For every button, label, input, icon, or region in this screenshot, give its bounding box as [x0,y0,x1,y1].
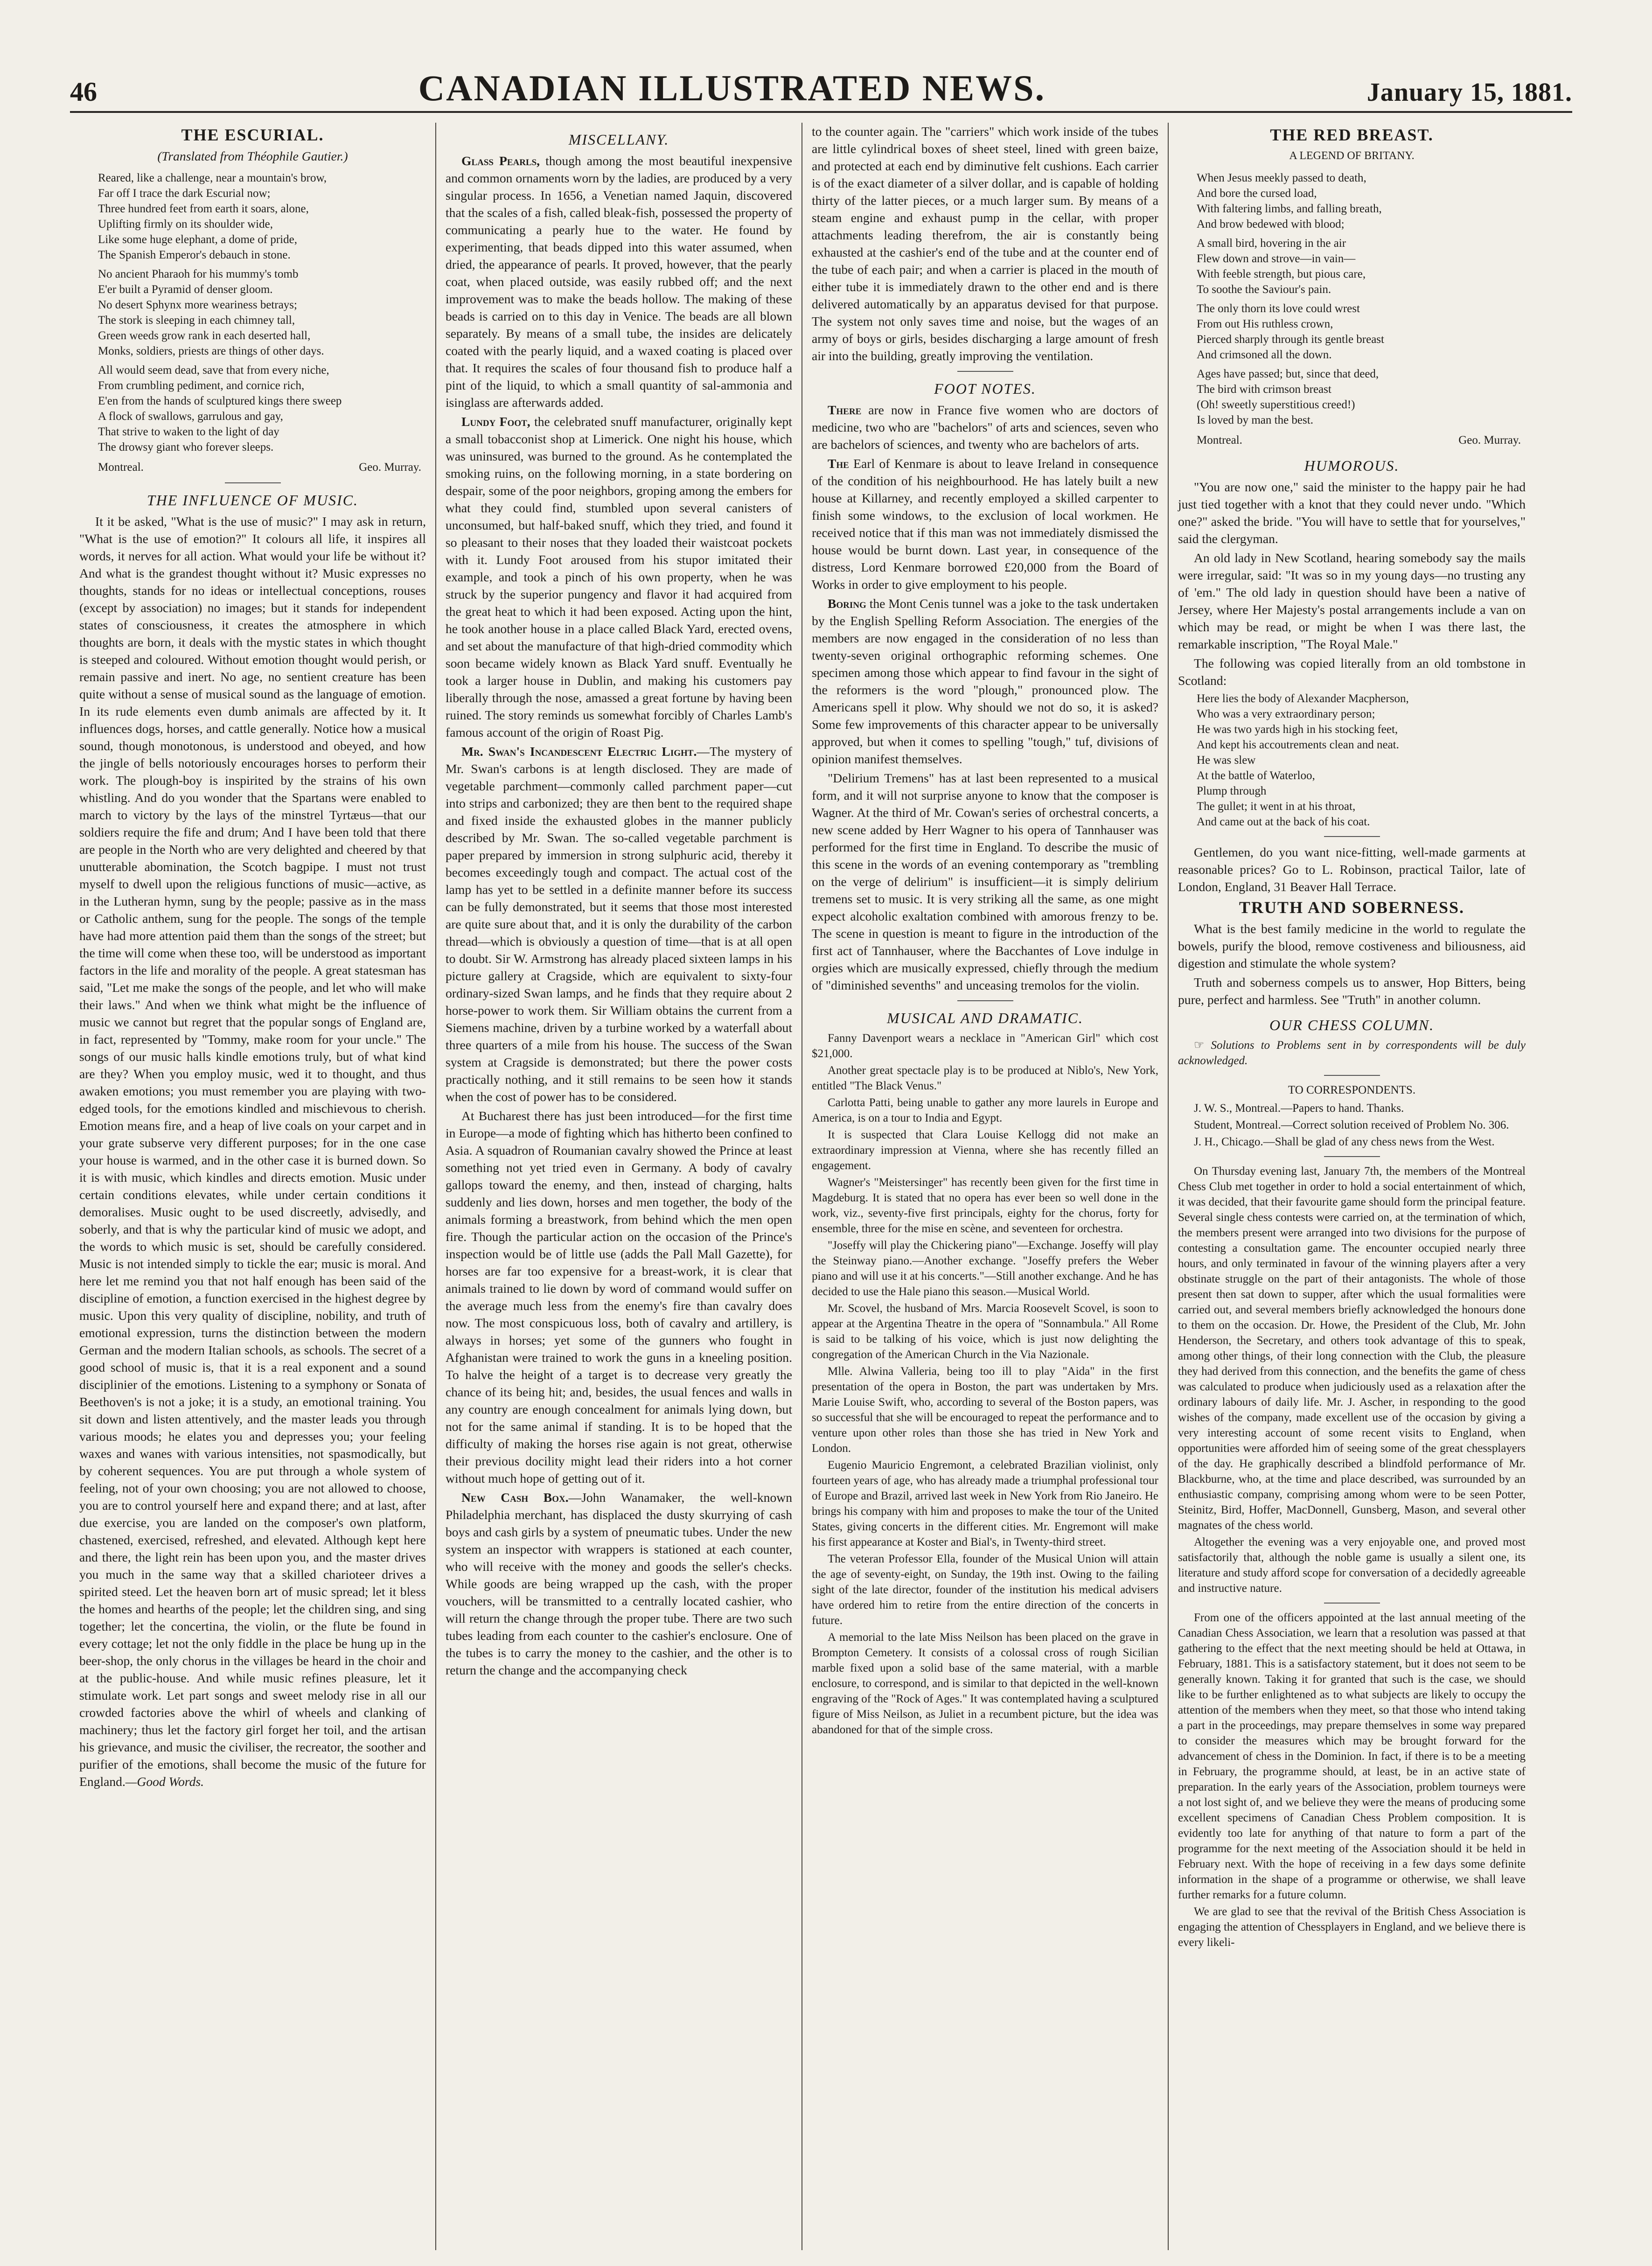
article-paragraph: to the counter again. The "carriers" which work inside of the tubes are little cylindrical boxes of sheet steel, lined with green baize, and protected at each end by diminutive felt cushions. Each carrier is of the exact diameter of a silver dollar, and is capable of holding thirty of the latter pieces, or a much larger sum. By means of a steam engine and exhaust pump in the cellar, with proper attachments leading therefrom, the air is constantly being exhausted at the cashier's end of the tube and at the counter end of the tube of each pair; and when a carrier is placed in the mouth of either tube it is immediately drawn to the other end and is there delivered automatically by an apparatus devised for that purpose. The system not only saves time and noise, but the wages of an army of boys or girls, besides discharging a large amount of fresh air into the building, greatly improving the ventilation. [812,124,1158,363]
note-paragraph: A memorial to the late Miss Neilson has been placed on the grave in Brompton Cemetery. It consists of a colossal cross of rough Sicilian marble fixed upon a solid base of the same material, with a marble enclosure, to correspond, and is similar to that depicted in the well-known engraving of the "Rock of Ages." It was contemplated having a sculptured figure of Miss Neilson, as Juliet in a recumbent picture, but the idea was abandoned for that of the simple cross. [812,1631,1158,1736]
note-paragraph: J. W. S., Montreal.—Papers to hand. Thanks. [1194,1102,1404,1115]
advertisement: Truth and soberness compels us to answer, Hop Bitters, being pure, perfect and harmless. See "Truth" in another column. [1178,975,1526,1007]
column-1 [70,123,436,2250]
advertisement: Gentlemen, do you want nice-fitting, well-made garments at reasonable prices? Go to L. Robinson, practical Tailor, late of London, England, 31 Beaver Hall Terrace. [1178,845,1526,894]
newspaper-page [70,60,1572,2252]
column-4 [1169,123,1535,2250]
poem-title: THE RED BREAST. [1270,126,1434,144]
divider [957,1000,1013,1001]
note-paragraph: Student, Montreal.—Correct solution received of Problem No. 306. [1194,1119,1509,1131]
run-in-head: Glass Pearls, [461,153,540,168]
divider [1324,1603,1380,1604]
issue-date: January 15, 1881. [1366,78,1572,107]
column-3 [802,123,1169,2250]
note-paragraph: J. H., Chicago.—Shall be glad of any chess news from the West. [1194,1136,1495,1148]
note-paragraph: Another great spectacle play is to be produced at Niblo's, New York, entitled "The Black Venus." [812,1064,1158,1092]
article-paragraph: Mr. Swan's Incandescent Electric Light.—The mystery of Mr. Swan's carbons is at length disclosed. They are made of vegetable parchment—commonly called parchment paper—cut into strips and carbonized; they are then bent to the required shape and fixed inside the exhausted globes in the manner publicly described by Mr. Swan. The so-called vegetable parchment is paper prepared by immersion in strong sulphuric acid, thereby it becomes exceedingly tough and compact. The actual cost of the lamp has yet to be settled in a definite manner before its success can be fully demonstrated, but it seems that those most interested are quite sure about that, and it is only the durability of the carbon thread—which is obviously a question of time—that is at all open to doubt. Sir W. Armstrong has already placed sixteen lamps in his picture gallery at Cragside, which are equivalent to sixty-four ordinary-sized Swan lamps, and he finds that they require about 2 horse-power to work them. Sir William obtains the current from a Siemens machine, driven by a turbine worked by a waterfall about three quarters of a mile from his house. The success of the Swan system at Cragside is demonstrated; but there the power costs practically nothing, and it still remains to be seen how it stands when the cost of power has to be considered. [446,744,792,1104]
epitaph: Here lies the body of Alexander Macpherson, Who was a very extraordinary person; He was two yards high in his stocking feet, And kept his accoutrements clean and neat. He was slew At the battle of Waterloo, Plump through The gullet; it went in at his throat, And came out at the back of his coat. [1197,692,1409,828]
poem-author: Geo. Murray. [359,461,421,474]
poem-stanza: When Jesus meekly passed to death, And bore the cursed load, With faltering limbs, and falling breath, And brow bedewed with blood; [1197,172,1382,230]
note-paragraph: "Joseffy will play the Chickering piano"—Exchange. Joseffy will play the Steinway piano.—Another exchange. "Joseffy prefers the Weber piano and will use it at his concerts."—Still another exchange. And he has decided to use the Hale piano this season.—Musical World. [812,1239,1158,1298]
run-in-head: Lundy Foot, [461,414,530,429]
divider [957,371,1013,372]
note-paragraph: There are now in France five women who are doctors of medicine, two who are "bachelors" of arts and sciences, seven who are bachelors of sciences, and twenty who are bachelors of arts. [812,403,1158,452]
note-paragraph: Carlotta Patti, being unable to gather any more laurels in Europe and America, is on a tour to India and Egypt. [812,1096,1158,1124]
music-notes [812,1031,1158,1737]
poem-place: Montreal. [1197,434,1242,446]
section-title: FOOT NOTES. [934,380,1036,397]
poem-stanza: No ancient Pharaoh for his mummy's tomb E'er built a Pyramid of denser gloom. No desert Sphynx more weariness betrays; The stork is sleeping in each chimney tall, Green weeds grow rank in each deserted hall, Monks, soldiers, priests are things of other days. [98,268,324,357]
paper-title: CANADIAN ILLUSTRATED NEWS. [418,68,1046,108]
note-paragraph: It is suspected that Clara Louise Kellogg did not make an extraordinary impression at Vienna, where she has recently filled an engagement. [812,1129,1158,1172]
poem-stanza: Ages have passed; but, since that deed, The bird with crimson breast (Oh! sweetly superstitious creed!) Is loved by man the best. [1197,368,1379,426]
note-paragraph: An old lady in New Scotland, hearing somebody say the mails were irregular, said: "It was so in my young days—no trusting any of 'em." The old lady in question should have been a native of Jersey, where Her Majesty's postal arrangements include a van on which may be read, or might be when I was there last, the remarkable inscription, "The Royal Male." [1178,551,1526,651]
note-paragraph: The veteran Professor Ella, founder of the Musical Union will attain the age of seventy-eight, on Sunday, the 19th inst. Owing to the failing sight of the late director, founder of the institution his medical advisers have ordered him to retire from the entire direction of the concerts in future. [812,1553,1158,1627]
article-source: —Good Words. [125,1774,204,1789]
divider [1324,1156,1380,1157]
note-paragraph: "Delirium Tremens" has at last been represented to a musical form, and it will not surprise anyone to know that the composer is Wagner. At the third of Mr. Cowan's series of orchestral concerts, a new scene added by Herr Wagner to his opera of Tannhauser was performed for the first time in England. To describe the music of this scene in the words of an evening contemporary as "trembling on the verge of delirium" is insufficient—it is simply delirium tremens set to music. It is very striking all the same, as one might expect alcoholic exaltation combined with amorous frenzy to be. The scene in question is meant to figure in the introduction of the first act of Tannhauser, where the Bacchantes of Love indulge in orgies which are musically expressed, chiefly through the medium of "diminished sevenths" and unceasing tremolos for the violin. [812,771,1158,992]
poem-subtitle: A LEGEND OF BRITANY. [1289,150,1415,162]
note-paragraph: Altogether the evening was a very enjoyable one, and proved most satisfactorily that, although the noble game is usually a silent one, its literature and study afford scope for conversation of a decidedly agreeable and instructive nature. [1178,1536,1526,1595]
column-2 [436,123,802,2250]
section-title: MUSICAL AND DRAMATIC. [887,1010,1083,1026]
poem-signature [98,459,421,476]
poem-stanza: A small bird, hovering in the air Flew down and strove—in vain— With feeble strength, but pious care, To soothe the Saviour's pain. [1197,237,1366,296]
divider [225,482,281,483]
poem-stanza: Reared, like a challenge, near a mountain's brow, Far off I trace the dark Escurial now; Three hundred feet from earth it soars, alone, Uplifting firmly on its shoulder wide, Like some huge elephant, a dome of pride, The Spanish Emperor's debauch in stone. [98,172,327,261]
note-paragraph: Wagner's "Meistersinger" has recently been given for the first time in Magdeburg. It is stated that no opera has ever been so well done in the work, viz., seventy-five first principals, eighty for the chorus, forty for ensemble, three for the mise en scène, and seventeen for orchestra. [812,1176,1158,1235]
note-paragraph: We are glad to see that the revival of the British Chess Association is engaging the attention of Chessplayers in England, and we believe there is every likeli- [1178,1905,1526,1949]
note-paragraph: The following was copied literally from an old tombstone in Scotland: [1178,656,1526,688]
run-in-head: Mr. Swan's Incandescent Electric Light. [461,744,697,759]
chess-note: ☞ Solutions to Problems sent in by correspondents will be duly acknowledged. [1178,1039,1526,1067]
pointing-hand-icon: ☞ [1194,1039,1211,1052]
section-title: OUR CHESS COLUMN. [1269,1017,1435,1033]
poem-place: Montreal. [98,461,144,474]
divider [1324,836,1380,837]
columns [70,123,1572,2250]
note-paragraph: Fanny Davenport wears a necklace in "American Girl" which cost $21,000. [812,1032,1158,1060]
poem-title: THE ESCURIAL. [181,126,324,144]
page-number: 46 [70,77,97,107]
note-paragraph: Mr. Scovel, the husband of Mrs. Marcia Roosevelt Scovel, is soon to appear at the Argentina Theatre in the opera of "Sonnambula." All Rome is said to be talking of his voice, which is just now delighting the congregation of the American Church in the Via Nazionale. [812,1302,1158,1361]
article-paragraph: Glass Pearls, though among the most beautiful inexpensive and common ornaments worn by the ladies, are produced by a very singular process. In 1656, a Venetian named Jaquin, discovered that the scales of a fish, called bleak-fish, possessed the property of communicating a pearly hue to the water. He found by experimenting, that beads dipped into this water assumed, when dried, the appearance of pearls. It proved, however, that the pearly coat, when placed outside, was easily rubbed off; and the next improvement was to make the beads hollow. The making of these beads is carried on to this day in Venice. The beads are all blown separately. By means of a small tube, the insides are delicately coated with the pearly liquid, and a waxed coating is placed over that. It requires the scales of four thousand fish to produce half a pint of the liquid, to which a small quantity of sal-ammonia and isinglass are afterwards added. [446,153,793,410]
note-paragraph: Mlle. Alwina Valleria, being too ill to play "Aida" in the first presentation of the opera in Boston, the part was undertaken by Mrs. Marie Louise Swift, who, according to several of the Boston papers, was so successful that she will be encouraged to repeat the performance and to venture upon other roles than those she has tried in New York and London. [812,1365,1158,1455]
poem-author: Geo. Murray. [1458,434,1521,446]
poem-subtitle: (Translated from Théophile Gautier.) [157,149,348,163]
article-paragraph: At Bucharest there has just been introduced—for the first time in Europe—a mode of fighting which has hitherto been confined to Asia. A squadron of Roumanian cavalry showed the Prince at least something not yet tried even in Germany. A body of cavalry gallops toward the enemy, and then, instead of charging, halts suddenly and lies down, horses and men together, the body of the animals forming a breastwork, from behind which the men open fire. Though the particular action on the occasion of the Prince's inspection would be of little use (adds the Pall Mall Gazette), for horses are far too expensive for a breast-work, it is clear that animals trained to lie down by word of command would suffer on the average much less from the enemy's fire than cavalry does now. The most conspicuous loss, both of cavalry and artillery, is always in horses; yet some of the gunners who fought in Afghanistan were trained to work the guns in a kneeling position. To halve the height of a target is to decrease very greatly the chance of its being hit; and, besides, the usual fences and walls in any country are enough concealment for animals lying down, but not for the same animal if standing. It is to be hoped that the difficulty of making the horses rise again is not great, otherwise their previous docility might lead their riders into a hot corner without much hope of getting out of it. [446,1109,792,1485]
article-title: THE INFLUENCE OF MUSIC. [146,492,359,509]
note-paragraph: "You are now one," said the minister to the happy pair he had just tied together with a knot that they could never undo. "Which one?" asked the bride. "You will have to settle that for yourselves," said the clergyman. [1178,480,1526,546]
advertisement: What is the best family medicine in the world to regulate the bowels, purify the blood, remove costiveness and biliousness, aid digestion and stimulate the whole system? [1178,921,1526,970]
note-paragraph: On Thursday evening last, January 7th, the members of the Montreal Chess Club met together in order to hold a social entertainment of which, it was decided, that their favourite game should form the principal feature. Several single chess contests were carried on, at the termination of which, the members present were arranged into two divisions for the purpose of contesting a consultation game. The encounter occupied nearly three hours, and only terminated in favour of the winning players after a very obstinate struggle on the part of their antagonists. The whole of those present then sat down to supper, after which the usual formalities were carried out, and several members briefly acknowledged the honours done to them on the occasion. Dr. Howe, the President of the Club, Mr. John Henderson, the Secretary, and others took advantage of this to speak, among other things, of their long connection with the Club, the pleasure they had derived from this connection, and the benefits the game of chess was calculated to produce when judiciously used as a relaxation after the ordinary labours of daily life. Mr. J. Ascher, in responding to the good wishes of the company, made excellent use of the occasion by giving a very interesting account of some recent visits to England, when opportunities were afforded him of seeing some of the great chessplayers of the day. He graphically described a blindfold performance of Mr. Blackburne, who, at the time and place described, was surrounded by an enthusiastic company, comprising among whom were to be seen Potter, Steinitz, Bird, Hoffer, MacDonnell, Gunsberg, Mason, and several other magnates of the chess world. [1178,1165,1526,1532]
note-paragraph: Boring the Mont Cenis tunnel was a joke to the task undertaken by the English Spelling Reform Association. The energies of the members are now engaged in the consideration of no less than twenty-seven original orthographic reforming schemes. One specimen among those which appear to find favour in the sight of the reformers is the word "plough," pronounced plow. The Americans spell it plow. Why should we not do so, it is asked? Some few improvements of this character appear to be universally approved, but when it comes to spelling "tough," tuf, divisions of opinion manifest themselves. [812,596,1158,766]
chess-column [1178,1038,1526,1950]
section-title: TRUTH AND SOBERNESS. [1239,898,1465,917]
masthead [70,60,1572,113]
poem-stanza: The only thorn its love could wrest From out His ruthless crown, Pierced sharply through its gentle breast And crimsoned all the down. [1197,302,1384,361]
article-paragraph: Lundy Foot, the celebrated snuff manufacturer, originally kept a small tobacconist shop at Limerick. One night his house, which was uninsured, was burned to the ground. As he contemplated the smoking ruins, on the following morning, in a state bordering on despair, some of the poor neighbors, groping among the embers for what they could find, stumbled upon several canisters of unconsumed, but half-baked snuff, which they tried, and found it so pleasant to their noses that they loaded their waistcoat pockets with it. Lundy Foot aroused from his stupor imitated their example, and took a pinch of his own property, when he was struck by the superior pungency and flavor it had acquired from the great heat to which it had been exposed. Acting upon the hint, he took another house in a place called Black Yard, erected ovens, and set about the manufacture of that high-dried commodity which soon became widely known as Black Yard snuff. Eventually he took a larger house in Dublin, and making his customers pay liberally through the nose, amassed a great fortune by having been ruined. The story reminds us somewhat forcibly of Charles Lamb's famous account of the origin of Roast Pig. [446,414,792,739]
section-title: MISCELLANY. [568,131,669,148]
section-title: HUMOROUS. [1304,457,1400,474]
poem-signature [1197,432,1521,449]
article-paragraph: New Cash Box.—John Wanamaker, the well-known Philadelphia merchant, has displaced the dusty skurrying of cash boys and cash girls by a system of pneumatic tubes. Under the new system an inspector with wrappers is stationed at each counter, who will receive with the money and goods the seller's checks. While goods are being wrapped up the cash, with the proper vouchers, will be transmitted to a centrally located cashier, who will return the change through the proper tube. There are two such tubes leading from each counter to the cashier's enclosure. One of the tubes is to carry the money to the cashier, and the other is to return the change and the accompanying check [446,1490,792,1677]
article-paragraph: It it be asked, "What is the use of music?" I may ask in return, "What is the use of emotion?" It colours all life, it inspires all words, it nerves for all action. What would your life be without it? And what is the grandest thought without it? Music expresses no thoughts, stands for no ideas or intellectual conceptions, rouses (except by association) no images; but it stands for independent states of consciousness, it creates the atmosphere in which thoughts are born, it deals with the mystic states in which thought is steeped and coloured. Without emotion thought would perish, or remain passive and inert. No age, no sentient creature has been quite without a sense of musical sound as the language of emotion. In its rude elements even dumb animals are affected by it. It influences dogs, horses, and cattle generally. Notice how a musical sound, though monotonous, is understood and obeyed, and how the jingle of bells notoriously encourages horses to perform their work. The plough-boy is inspirited by the strains of his own whistling. And do you wonder that the Spartans were enabled to march to victory by the lays of the minstrel Tyrtæus—that our soldiers require the fife and drum; And I have been told that there are people in the North who are very delighted and cheered by that unutterable abomination, the Scotch bagpipe. I must not trust myself to dwell upon the religious functions of music—active, as in the Lutheran hymn, sung by the people; passive as in the mass or Catholic anthem, sung for the people. The songs of the temple have had more attention paid them than the songs of the street; but the time will come when these too, will be understood as important factors in the life and morality of the people. A great statesman has said, "Let me make the songs of the people, and let who will make their laws." And when we think what might be the influence of music we cannot but regret that the popular songs of England are, in fact, represented by "Tommy, make room for your uncle." The songs of our music halls kindle emotions truly, but of what kind are they? When you employ music, wed it to thought, and thus awaken emotions; you must remember you are playing with two-edged tools, for the emotions kindled and mischievous to cherish. Emotion means fire, and a heap of live coals on your carpet and in your grate subserve very different purposes; for in the one case your house is warmed, and in the other case it is burned down. So it is with music, which kindles and directs emotion. Music under certain conditions elevates, while under certain conditions it demoralises. Music ought to be used discreetly, advisedly, and soberly, and that is why the particular kind of music we adopt, and the words to which music is set, should be carefully considered. Music is not intended simply to tickle the ear; music is moral. And here let me remind you that not half enough has been said of the discipline of emotion, a function exercised in the highest degree by music. Upon this very quality of discipline, nobility, and truth of emotional expression, turns the distinction between the modern German and the modern Italian schools, as schools. The secret of a good school of music is, that it is a real exponent and a sound disciplinier of the emotions. Listening to a symphony or Sonata of Beethoven's is not a joke; it is a study, an emotional training. You sit down and listen attentively, and the master leads you through various moods; he elates you and depresses you; your feeling waxes and wanes with various intensities, not spasmodically, but by coherent sequences. You are put through a whole system of feeling, not of your own choosing; you are not allowed to choose, you are to control yourself here and expand there; and at last, after due exercise, you are landed on the composer's own platform, chastened, exercised, refreshed, and elevated. Although kept here and there, the light rein has been upon you, and the master drives you much in the same way that a skilled charioteer drives a spirited steed. Let the heaven born art of music spread; let it bless the homes and hearths of the people; let the children sing, and sing together; let the concertina, the violin, or the flute be found in every cottage; let not the only fiddle in the place be hung up in the beer-shop, the only chorus in the villages be heard in the choir and at the public-house. And while music refines pleasure, let it stimulate work. Let part songs and sweet melody rise in all our crowded factories above the whirl of wheels and clanking of machinery; thus let the factory girl forget her toil, and the artisan his grievance, and music the civiliser, the recreator, the soother and purifier of the emotions, shall become the music of the future for England.—Good Words. [79,514,426,1789]
subsection-title: TO CORRESPONDENTS. [1288,1084,1416,1096]
divider [1324,1075,1380,1076]
note-paragraph: The Earl of Kenmare is about to leave Ireland in consequence of the condition of his neighbourhood. He has lately built a new house at Killarney, and recently employed a skilled carpenter to finish some windows, to the exclusion of local workmen. He received notice that if this man was not immediately dismissed the house would be burnt down. Last year, in consequence of the distress, Lord Kenmare borrowed £20,000 from the Board of Works in order to give employment to his people. [812,456,1158,592]
note-paragraph: Eugenio Mauricio Engremont, a celebrated Brazilian violinist, only fourteen years of age, who has already made a triumphal professional tour of Europe and Brazil, arrived last week in New York from Rio Janeiro. He brings his company with him and proposes to make the tour of the United States, giving concerts in the different cities. Mr. Engremont will make his first appearance at Koster and Bial's, in Twenty-third street. [812,1459,1158,1548]
run-in-head: New Cash Box. [461,1490,569,1505]
note-paragraph: From one of the officers appointed at the last annual meeting of the Canadian Chess Association, we learn that a resolution was passed at that gathering to the effect that the next meeting should be held at Ottawa, in February, 1881. This is a satisfactory statement, but it does not seem to be generally known. Taking it for granted that such is the case, we should like to be further enlightened as to what subjects are likely to occupy the attention of the members when they meet, so that those who intend taking a part in the proceedings, may prepare themselves in some way prepared to consider the measures which may be brought forward for the advancement of chess in the Dominion. In fact, if there is to be a meeting in February, the programme should, at least, be in an active state of preparation. In the early years of the Association, problem tourneys were a not lost sight of, and we believe they were the means of producing some excellent specimens of Canadian Chess Problem composition. It is evidently too late for anything of that nature to form a part of the programme for the next meeting of the Association should it be held in February next. With the hope of receiving in a few days some definite information in the shape of a programme or otherwise, we shall leave further remarks for a future column. [1178,1611,1526,1901]
poem-stanza: All would seem dead, save that from every niche, From crumbling pediment, and cornice rich, E'en from the hands of sculptured kings there sweep A flock of swallows, garrulous and gay, That strive to waken to the light of day The drowsy giant who forever sleeps. [98,364,342,453]
